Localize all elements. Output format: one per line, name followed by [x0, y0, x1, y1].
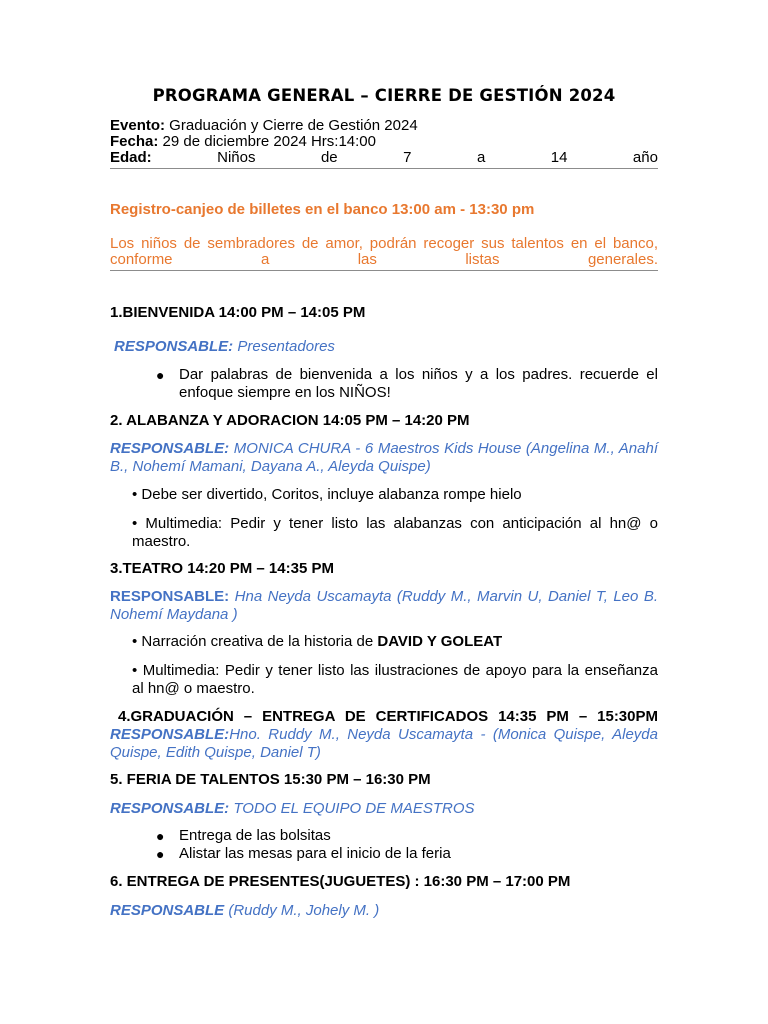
section-3-item-2: • Multimedia: Pedir y tener listo las ilustraciones de apoyo para la enseñanza al hn@ o maestro.	[132, 662, 658, 697]
section-4-heading: 4.GRADUACIÓN – ENTREGA DE CERTIFICADOS 14:35 PM – 15:30PM	[118, 708, 658, 725]
registro-word: las	[357, 251, 377, 268]
section-1-bullets	[110, 366, 658, 402]
registro-word: listas	[465, 251, 500, 268]
bullet-dot-icon: ●	[156, 846, 165, 862]
story-title: DAVID Y GOLEAT	[377, 633, 503, 650]
page-title: PROGRAMA GENERAL – CIERRE DE GESTIÓN 2024	[152, 86, 616, 105]
registro-heading: Registro-canjeo de billetes en el banco 13:00 am - 13:30 pm	[110, 201, 535, 218]
edad-label: Edad:	[110, 149, 152, 166]
section-2-responsable	[110, 440, 658, 476]
fecha-label: Fecha:	[110, 133, 159, 150]
responsable-label: RESPONSABLE:	[110, 588, 230, 605]
bullet-dot-icon: ●	[156, 828, 165, 844]
responsable-label: RESPONSABLE:	[110, 440, 230, 457]
section-6-responsable	[110, 902, 658, 920]
responsable-names: TODO EL EQUIPO DE MAESTROS	[229, 800, 475, 817]
section-4-responsable	[110, 726, 658, 762]
responsable-names: Hno. Ruddy M., Neyda Uscamayta - (Monica Quispe, Aleyda Quispe, Edith Quispe, Daniel T)	[110, 726, 658, 761]
responsable-names: Hna Neyda Uscamayta (Ruddy M., Marvin U, Daniel T, Leo B. Nohemí Maydana )	[110, 588, 658, 623]
registro-word: generales.	[587, 251, 658, 268]
edad-word: de	[320, 149, 338, 166]
edad-word: año	[632, 149, 658, 166]
list-item: ● Entrega de las bolsitas	[156, 827, 331, 844]
edad-word: Niños	[217, 149, 256, 166]
section-2-item-1: • Debe ser divertido, Coritos, incluye alabanza rompe hielo	[132, 486, 522, 503]
edad-word: 7	[403, 149, 412, 166]
registro-line-2	[110, 251, 658, 271]
registro-line-1: Los niños de sembradores de amor, podrán recoger sus talentos en el banco,	[110, 235, 658, 252]
section-5-heading: 5. FERIA DE TALENTOS 15:30 PM – 16:30 PM	[110, 771, 431, 788]
responsable-label: RESPONSABLE:	[110, 800, 230, 817]
section-3-responsable	[110, 588, 658, 624]
edad-word: a	[476, 149, 486, 166]
fecha-value: 29 de diciembre 2024 Hrs:14:00	[158, 133, 376, 150]
section-2-heading: 2. ALABANZA Y ADORACION 14:05 PM – 14:20 PM	[110, 412, 470, 429]
bullet-dot-icon: ●	[156, 367, 165, 383]
registro-word: conforme	[110, 251, 173, 268]
responsable-names: (Ruddy M., Johely M. )	[224, 902, 380, 919]
section-3-heading: 3.TEATRO 14:20 PM – 14:35 PM	[110, 560, 334, 577]
section-1-responsable	[114, 338, 662, 356]
list-item: ● Dar palabras de bienvenida a los niños y a los padres. recuerde el enfoque siempre en los NIÑOS!	[156, 366, 658, 401]
section-1-heading: 1.BIENVENIDA 14:00 PM – 14:05 PM	[110, 304, 366, 321]
responsable-label: RESPONSABLE:	[110, 726, 230, 743]
event-info	[110, 117, 658, 169]
evento-value: Graduación y Cierre de Gestión 2024	[165, 117, 418, 134]
edad-word: 14	[550, 149, 568, 166]
section-2-item-2: • Multimedia: Pedir y tener listo las alabanzas con anticipación al hn@ o maestro.	[132, 515, 658, 550]
responsable-names: Presentadores	[233, 338, 335, 355]
list-item: ● Alistar las mesas para el inicio de la feria	[156, 845, 451, 862]
evento-label: Evento:	[110, 117, 166, 134]
section-6-heading: 6. ENTREGA DE PRESENTES(JUGUETES) : 16:30 PM – 17:00 PM	[110, 873, 571, 890]
responsable-label: RESPONSABLE	[110, 902, 225, 919]
edad-line	[110, 149, 658, 169]
responsable-label: RESPONSABLE:	[114, 338, 234, 355]
section-5-bullets	[110, 827, 658, 863]
registro-paragraph	[110, 235, 658, 271]
responsable-names: MONICA CHURA - 6 Maestros Kids House (Angelina M., Anahí B., Nohemí Mamani, Dayana A., Aleyda Quispe)	[110, 440, 658, 475]
section-5-responsable	[110, 800, 658, 818]
registro-word: a	[260, 251, 270, 268]
section-3-item-1: • Narración creativa de la historia de DAVID Y GOLEAT	[132, 633, 503, 650]
